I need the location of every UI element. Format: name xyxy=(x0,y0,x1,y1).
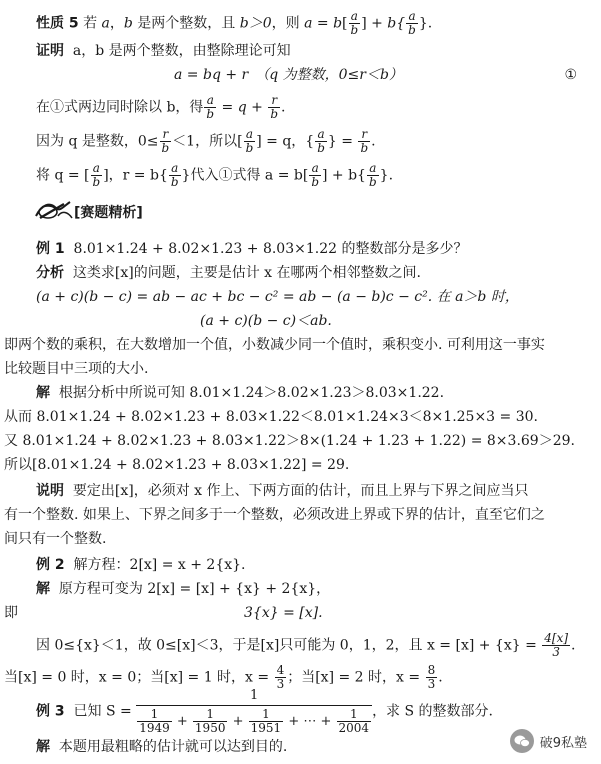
example-2-question: 例 2 解方程：2[x] = x + 2{x}. xyxy=(36,557,246,573)
property-label: 性质 5 xyxy=(36,15,79,32)
example-2-equation: 3{x} = [x]. xyxy=(244,605,323,621)
proof-line-4: 因为 q 是整数，0≤ $\frac{r}{b}$ ＜1，所以[ $\frac{a}{b}$ ] = q，{ $\frac{a}{b}$ } = $\frac{r}{b}$ . xyxy=(36,127,376,155)
example-3-solution: 解 本题用最粗略的估计就可以达到目的. xyxy=(36,739,288,755)
example-2-solution-3: 因 0≤{x}＜1，故 0≤[x]＜3，于是[x]只可能为 0，1，2，且 x = [x] + {x} = $\frac{4[x]}{3}$ . xyxy=(36,631,576,659)
example-2-solution-1: 解 原方程可变为 2[x] = [x] + {x} + 2{x}， xyxy=(36,581,331,597)
watermark-text: 破9私塾 xyxy=(539,735,587,751)
analysis-line-4: 即两个数的乘积，在大数增加一个值，小数减少同一个值时，乘积变小. 可利用这一事实 xyxy=(4,337,545,353)
proof-line-5: 将 q = [ $\frac{a}{b}$ ]，r = b{ $\frac{a}{b}$ }代入①式得 a = b[ $\frac{a}{b}$ ] + b{ $\frac{a}{b}$ }. xyxy=(36,161,394,189)
equation-number: ① xyxy=(564,67,577,83)
ji-word: 即 xyxy=(4,605,18,621)
analysis-line-3: (a + c)(b − c)＜ab. xyxy=(200,313,332,329)
big-fraction: 1 $\frac{1}{1949}$ + $\frac{1}{1950}$ + $\frac{1}{1951}$ + ⋯ + $\frac{1}{2004}$ xyxy=(136,688,372,735)
example-1-label: 例 1 xyxy=(36,241,65,257)
proof-label: 证明 xyxy=(36,43,64,59)
solution-line-2: 从而 8.01×1.24 + 8.02×1.23 + 8.03×1.22＜8.01×1.24×3＜8×1.25×3 = 30. xyxy=(4,409,538,425)
proof-line-1: 证明 a，b 是两个整数，由整除理论可知 xyxy=(36,43,291,59)
watermark xyxy=(510,726,587,756)
fraction: $\frac{a}{b}$ xyxy=(408,9,416,37)
example-1-question: 例 1 8.01×1.24 + 8.02×1.23 + 8.03×1.22 的整数部分是多少？ xyxy=(36,241,468,257)
example-3-question: 例 3 已知 S = 1 $\frac{1}{1949}$ + $\frac{1}{1950}$ + $\frac{1}{1951}$ + ⋯ + $\frac{1}{2004}$ ，求 S 的整数部分. xyxy=(36,688,494,735)
note-line-1: 说明 要定出[x]，必须对 x 作上、下两方面的估计，而且上界与下界之间应当只 xyxy=(36,483,529,499)
fraction: $\frac{a}{b}$ xyxy=(350,9,359,37)
analysis-line-5: 比较题目中三项的大小. xyxy=(4,361,149,377)
note-line-2: 有一个整数. 如果上、下界之间多于一个整数，必须改进上界或下界的估计，直至它们之 xyxy=(4,507,545,523)
solution-line-1: 解 根据分析中所说可知 8.01×1.24＞8.02×1.23＞8.03×1.22. xyxy=(36,385,445,401)
proof-line-3: 在①式两边同时除以 b，得 $\frac{a}{b}$ = q + $\frac{r}{b}$ . xyxy=(36,93,286,121)
property-line: 性质 5 若 a，b 是两个整数，且 b＞0，则 a = b[ $\frac{a}{b}$ ] + b{ $\frac{a}{b}$ }. xyxy=(36,9,433,37)
example-3-label: 例 3 xyxy=(36,703,65,720)
analysis-line-2: (a + c)(b − c) = ab − ac + bc − c² = ab − (a − b)c − c². 在 a＞b 时， xyxy=(36,289,519,305)
example-2-solution-4: 当[x] = 0 时，x = 0；当[x] = 1 时，x = $\frac{4}{3}$ ；当[x] = 2 时，x = $\frac{8}{3}$ . xyxy=(4,663,443,691)
example-1-analysis: 分析 这类求[x]的问题，主要是估计 x 在哪两个相邻整数之间. xyxy=(36,265,421,281)
example-2-label: 例 2 xyxy=(36,557,65,573)
solution-line-3: 又 8.01×1.24 + 8.02×1.23 + 8.03×1.22＞8×(1.24 + 1.23 + 1.22) = 8×3.69＞29. xyxy=(4,433,575,449)
wechat-icon xyxy=(510,729,534,753)
note-line-3: 间只有一个整数. xyxy=(4,531,107,547)
solution-line-4: 所以[8.01×1.24 + 8.02×1.23 + 8.03×1.22] = 29. xyxy=(4,457,350,473)
section-title: [赛题精析] xyxy=(74,205,143,221)
pen-scroll-icon xyxy=(34,198,74,222)
proof-equation-1: a = bq + r （q 为整数，0≤r＜b） xyxy=(174,67,403,83)
